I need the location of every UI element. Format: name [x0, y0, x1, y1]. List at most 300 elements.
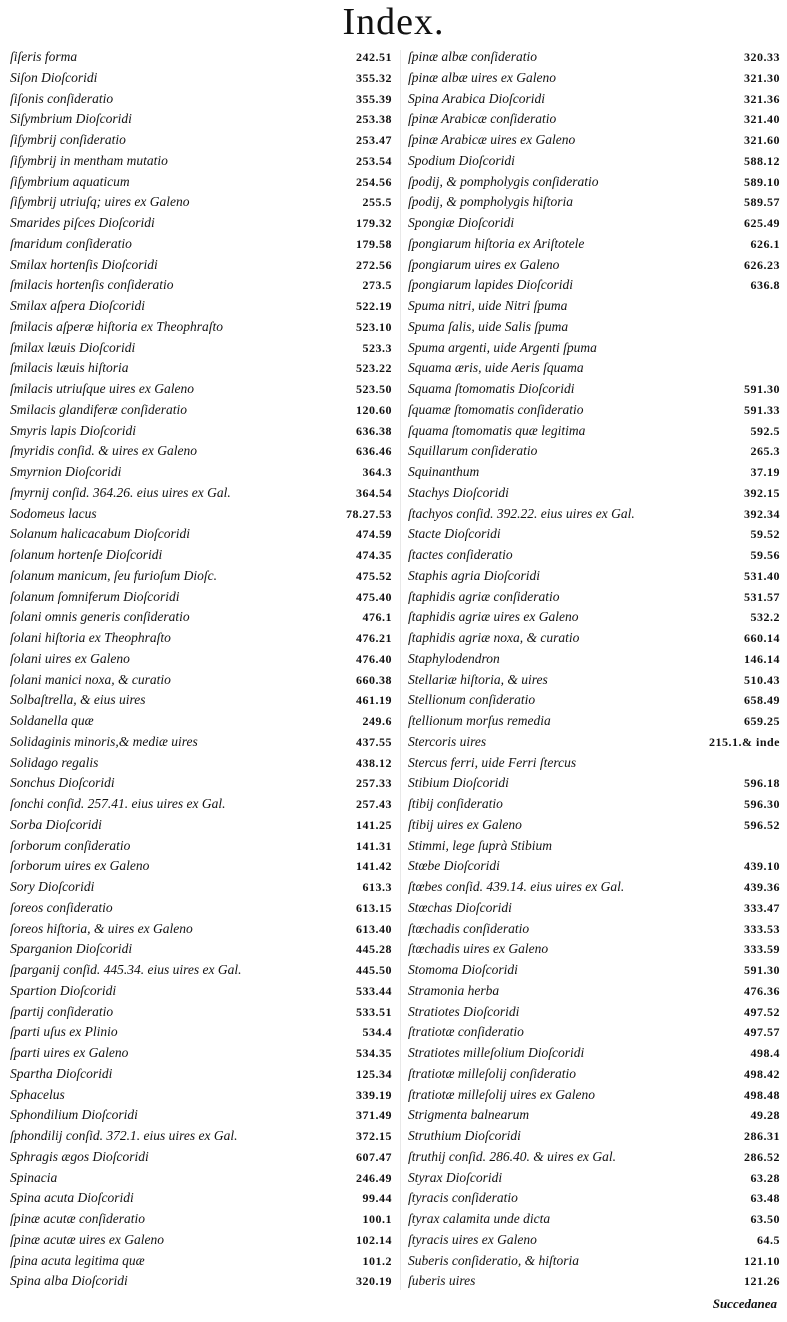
page-reference: 498.42: [744, 1066, 780, 1081]
index-term: ſolani hiſtoria ex Theophraſto: [10, 630, 171, 645]
index-term: ſparti uires ex Galeno: [10, 1045, 129, 1060]
page-reference: 246.49: [356, 1170, 392, 1185]
index-term: Spina acuta Dioſcoridi: [10, 1190, 134, 1206]
index-term: Stratiotes milleſolium Dioſcoridi: [408, 1045, 585, 1060]
index-column-right: [408, 47, 780, 1292]
page-reference: 333.53: [744, 921, 780, 936]
index-term: ſtruthij conſid. 286.40. & uires ex Gal.: [408, 1148, 616, 1164]
page-reference: 613.40: [356, 921, 392, 936]
page-reference: 141.25: [356, 817, 392, 832]
index-term: ſpodij, & pompholygis hiſtoria: [408, 194, 574, 210]
index-entry: [10, 877, 392, 898]
index-term: ſphondilij conſid. 372.1. eius uires ex Gal.: [10, 1128, 238, 1143]
page-reference: 523.3: [362, 340, 392, 355]
index-term: ſuberis uires: [408, 1273, 476, 1289]
page-reference: 355.39: [356, 91, 392, 106]
index-entry: [408, 919, 780, 940]
page-reference: 364.3: [362, 465, 392, 479]
index-entry: [10, 1085, 392, 1106]
index-term: ſmilacis hortenſis conſideratio: [10, 277, 174, 293]
index-entry: [408, 670, 780, 691]
index-entry: [10, 47, 392, 68]
index-term: ſtibij uires ex Galeno: [408, 816, 522, 832]
page-reference: 320.33: [744, 50, 780, 64]
index-term: Stœbe Dioſcoridi: [408, 858, 500, 874]
index-term: Stercus ferri, uide Ferri ſtercus: [408, 754, 577, 770]
page-reference: 253.38: [356, 112, 392, 127]
index-entry: [10, 711, 392, 732]
index-term: ſonchi conſid. 257.41. eius uires ex Gal.: [10, 796, 226, 811]
index-entry: [10, 358, 392, 379]
page-reference: 591.30: [744, 963, 780, 977]
index-entry: [10, 1271, 392, 1292]
page-reference: 364.54: [356, 485, 392, 500]
index-entry: [408, 192, 780, 213]
index-entry: [408, 151, 780, 172]
page-reference: 438.12: [356, 755, 392, 770]
page-reference: 636.8: [750, 278, 780, 293]
page-reference: 99.44: [362, 1191, 392, 1206]
index-term: ſparti uſus ex Plinio: [10, 1024, 118, 1040]
page-reference: 257.43: [356, 797, 392, 811]
index-entry: [408, 794, 780, 815]
index-term: Spina Arabica Dioſcoridi: [408, 90, 545, 106]
page-reference: 63.28: [750, 1170, 780, 1185]
index-term: Sphragis ægos Dioſcoridi: [10, 1148, 149, 1164]
index-entry: [10, 255, 392, 276]
index-entry: [408, 690, 780, 711]
index-term: Suberis conſideratio, & hiſtoria: [408, 1252, 579, 1268]
index-entry: [10, 275, 392, 296]
index-term: ſpina acuta legitima quæ: [10, 1252, 145, 1268]
index-term: Sodomeus lacus: [10, 505, 97, 521]
index-term: Solidago regalis: [10, 754, 99, 770]
page-reference: 531.40: [744, 568, 780, 583]
page-reference: 596.30: [744, 797, 780, 811]
page-reference: 613.3: [362, 880, 392, 894]
index-term: Solidaginis minoris,& mediæ uires: [10, 733, 198, 749]
index-entry: [408, 981, 780, 1002]
page-reference: 102.14: [356, 1232, 392, 1247]
index-entry: [408, 1168, 780, 1189]
page-reference: 355.32: [356, 70, 392, 85]
page-reference: 625.49: [744, 216, 780, 230]
page-reference: 659.25: [744, 714, 780, 728]
page-reference: 59.56: [750, 548, 780, 562]
index-term: ſiſymbrij utriuſq; uires ex Galeno: [10, 194, 190, 210]
page-reference: 253.47: [356, 133, 392, 147]
index-entry: [10, 89, 392, 110]
index-term: Siſon Dioſcoridi: [10, 69, 98, 85]
index-entry: [408, 109, 780, 130]
page-reference: 592.5: [750, 423, 780, 438]
page-reference: 476.40: [356, 651, 392, 666]
page-reference: 437.55: [356, 734, 392, 749]
index-entry: [408, 836, 780, 857]
page-reference: 474.35: [356, 548, 392, 562]
index-entry: [10, 1251, 392, 1272]
index-entry: [408, 1147, 780, 1168]
page-reference: 534.35: [356, 1046, 392, 1060]
index-entry: [408, 939, 780, 960]
index-term: Struthium Dioſcoridi: [408, 1128, 521, 1143]
index-entry: [10, 421, 392, 442]
index-term: Smilax aſpera Dioſcoridi: [10, 298, 145, 313]
index-entry: [10, 524, 392, 545]
index-term: ſpinæ albæ uires ex Galeno: [408, 69, 556, 85]
index-term: Smilax hortenſis Dioſcoridi: [10, 256, 158, 272]
index-entry: [408, 483, 780, 504]
index-entry: [10, 856, 392, 877]
page-reference: 146.14: [744, 651, 780, 666]
page-reference: 636.38: [356, 423, 392, 438]
index-entry: [10, 670, 392, 691]
index-term: Spina alba Dioſcoridi: [10, 1273, 128, 1289]
page-reference: 321.40: [744, 112, 780, 127]
page-reference: 333.59: [744, 942, 780, 957]
index-term: Squama æris, uide Aeris ſquama: [408, 360, 584, 376]
page-reference: 179.58: [356, 236, 392, 251]
index-entry: [408, 711, 780, 732]
page-reference: 272.56: [356, 257, 392, 272]
index-entry: [10, 981, 392, 1002]
index-entry: [408, 1126, 780, 1147]
index-entry: [10, 587, 392, 608]
index-term: ſmyrnij conſid. 364.26. eius uires ex Gal.: [10, 484, 231, 500]
index-term: ſtœchadis uires ex Galeno: [408, 941, 549, 957]
index-term: Stellionum conſideratio: [408, 692, 536, 708]
index-term: ſpinæ acutæ uires ex Galeno: [10, 1231, 164, 1247]
page-reference: 100.1: [362, 1212, 392, 1226]
index-term: ſquama ſtomomatis quæ legitima: [408, 422, 586, 438]
index-term: ſmilax læuis Dioſcoridi: [10, 339, 136, 355]
page-reference: 78.27.53: [346, 506, 392, 521]
page-reference: 439.36: [744, 880, 780, 894]
index-entry: [408, 1230, 780, 1251]
page-reference: 321.60: [744, 133, 780, 147]
index-term: Staphylodendron: [408, 650, 500, 666]
page-reference: 215.1.& inde: [708, 734, 780, 749]
index-entry: [10, 939, 392, 960]
index-entry: [408, 462, 780, 483]
index-entry: [10, 172, 392, 193]
index-entry: [408, 379, 780, 400]
index-term: Stacte Dioſcoridi: [408, 526, 501, 542]
index-entry: [408, 1271, 780, 1292]
index-term: ſoreos conſideratio: [10, 899, 113, 915]
index-term: Smyris lapis Dioſcoridi: [10, 422, 137, 438]
index-entry: [408, 504, 780, 525]
index-term: Stœchas Dioſcoridi: [408, 899, 512, 915]
index-term: ſolani manici noxa, & curatio: [10, 671, 171, 687]
index-entry: [408, 1105, 780, 1126]
index-entry: [408, 234, 780, 255]
page-reference: 121.10: [744, 1253, 780, 1268]
page-reference: 371.49: [356, 1108, 392, 1123]
index-entry: [408, 89, 780, 110]
index-term: Stomoma Dioſcoridi: [408, 962, 518, 977]
index-entry: [10, 753, 392, 774]
index-term: ſquamæ ſtomomatis conſideratio: [408, 401, 584, 417]
page-reference: 63.50: [750, 1212, 780, 1226]
index-entry: [10, 919, 392, 940]
page-reference: 445.50: [356, 963, 392, 977]
index-entry: [408, 1209, 780, 1230]
page-reference: 372.15: [356, 1129, 392, 1143]
index-entry: [408, 1251, 780, 1272]
index-term: Siſymbrium Dioſcoridi: [10, 111, 132, 127]
index-entry: [408, 587, 780, 608]
index-term: ſtellionum morſus remedia: [408, 713, 551, 728]
index-entry: [10, 732, 392, 753]
page-reference: 257.33: [356, 776, 392, 791]
index-term: ſtactes conſideratio: [408, 547, 513, 562]
page-reference: 333.47: [744, 900, 780, 915]
page-reference: 613.15: [356, 900, 392, 915]
index-term: ſmilacis utriuſque uires ex Galeno: [10, 381, 194, 396]
index-entry: [10, 130, 392, 151]
index-term: Squama ſtomomatis Dioſcoridi: [408, 381, 575, 396]
index-entry: [408, 1188, 780, 1209]
index-entry: [10, 1126, 392, 1147]
index-entry: [408, 358, 780, 379]
page-reference: 476.21: [356, 631, 392, 645]
index-entry: [10, 960, 392, 981]
index-term: Solanum halicacabum Dioſcoridi: [10, 526, 190, 542]
page-reference: 533.51: [356, 1004, 392, 1019]
index-term: ſpodij, & pompholygis conſideratio: [408, 173, 599, 189]
index-entry: [10, 794, 392, 815]
index-entry: [408, 732, 780, 753]
page-reference: 476.1: [362, 610, 392, 625]
index-term: ſiſonis conſideratio: [10, 90, 114, 106]
index-term: ſtaphidis agriæ conſideratio: [408, 588, 560, 604]
page-reference: 476.36: [744, 983, 780, 998]
index-entry: [408, 877, 780, 898]
page-reference: 445.28: [356, 942, 392, 957]
page-reference: 591.30: [744, 382, 780, 396]
page-reference: 497.57: [744, 1025, 780, 1040]
index-term: ſolanum manicum, ſeu furioſum Dioſc.: [10, 567, 217, 583]
page-reference: 626.23: [744, 257, 780, 272]
catchword: Succedanea: [712, 1296, 777, 1311]
page-reference: 522.19: [356, 299, 392, 313]
index-entry: [10, 379, 392, 400]
page-reference: 320.19: [356, 1274, 392, 1289]
page-reference: 532.2: [750, 610, 780, 625]
page-reference: 179.32: [356, 216, 392, 230]
page-reference: 321.36: [744, 91, 780, 106]
index-term: ſparganij conſid. 445.34. eius uires ex Gal.: [10, 962, 242, 977]
index-term: ſpinæ Arabicæ uires ex Galeno: [408, 132, 576, 147]
index-term: ſpongiarum uires ex Galeno: [408, 256, 560, 272]
page-reference: 59.52: [750, 527, 780, 542]
index-term: Sory Dioſcoridi: [10, 879, 95, 894]
index-entry: [10, 1230, 392, 1251]
index-entry: [10, 1105, 392, 1126]
page-reference: 523.10: [356, 319, 392, 334]
page-reference: 125.34: [356, 1066, 392, 1081]
index-term: ſtœbes conſid. 439.14. eius uires ex Gal.: [408, 879, 625, 894]
index-entry: [408, 172, 780, 193]
page-reference: 589.57: [744, 195, 780, 210]
index-term: Smyrnion Dioſcoridi: [10, 464, 122, 479]
index-entry: [10, 607, 392, 628]
index-entry: [408, 441, 780, 462]
index-term: ſpinæ Arabicæ conſideratio: [408, 111, 557, 127]
index-term: Soldanella quæ: [10, 713, 94, 728]
index-term: ſorborum conſideratio: [10, 837, 131, 853]
index-term: ſtyracis conſideratio: [408, 1190, 518, 1206]
page-reference: 533.44: [356, 983, 392, 998]
index-entry: [10, 504, 392, 525]
index-entry: [10, 441, 392, 462]
page-reference: 658.49: [744, 693, 780, 708]
index-entry: [10, 773, 392, 794]
index-entry: [408, 255, 780, 276]
index-term: Spinacia: [10, 1169, 58, 1185]
index-entry: [408, 317, 780, 338]
page-reference: 626.1: [750, 236, 780, 251]
index-entry: [408, 130, 780, 151]
index-term: ſtyrax calamita unde dicta: [408, 1211, 551, 1226]
page-reference: 475.52: [356, 568, 392, 583]
page-reference: 591.33: [744, 402, 780, 417]
index-term: Sorba Dioſcoridi: [10, 816, 102, 832]
page-reference: 596.18: [744, 776, 780, 791]
index-entry: [408, 628, 780, 649]
index-term: ſtaphidis agriæ uires ex Galeno: [408, 609, 579, 625]
page-reference: 523.50: [356, 382, 392, 396]
index-entry: [408, 773, 780, 794]
index-entry: [408, 1043, 780, 1064]
index-entry: [408, 566, 780, 587]
index-term: ſtachyos conſid. 392.22. eius uires ex Gal.: [408, 505, 635, 521]
index-term: ſpongiarum lapides Dioſcoridi: [408, 277, 573, 293]
index-entry: [408, 607, 780, 628]
index-entry: [10, 462, 392, 483]
index-term: Smarides piſces Dioſcoridi: [10, 215, 155, 230]
index-term: Styrax Dioſcoridi: [408, 1169, 503, 1185]
page-reference: 596.52: [744, 817, 780, 832]
index-term: Stratiotes Dioſcoridi: [408, 1003, 520, 1019]
index-entry: [408, 296, 780, 317]
index-term: ſtœchadis conſideratio: [408, 920, 530, 936]
index-column-left: [10, 47, 392, 1292]
index-term: Solbaſtrella, & eius uires: [10, 692, 146, 708]
index-term: Staphis agria Dioſcoridi: [408, 567, 541, 583]
index-term: ſorborum uires ex Galeno: [10, 858, 150, 874]
index-entry: [10, 566, 392, 587]
column-divider: [400, 50, 401, 1290]
index-entry: [408, 649, 780, 670]
index-entry: [408, 1022, 780, 1043]
page-reference: 589.10: [744, 174, 780, 189]
index-term: ſtibij conſideratio: [408, 796, 503, 811]
index-entry: [10, 898, 392, 919]
page-reference: 498.4: [750, 1046, 780, 1060]
index-entry: [10, 151, 392, 172]
page-reference: 461.19: [356, 693, 392, 708]
page-reference: 255.5: [362, 195, 392, 210]
page-reference: 63.48: [750, 1191, 780, 1206]
index-entry: [408, 753, 780, 774]
index-entry: [408, 1064, 780, 1085]
index-entry: [10, 400, 392, 421]
index-entry: [408, 545, 780, 566]
page-reference: 286.52: [744, 1149, 780, 1164]
index-term: Squinanthum: [408, 464, 480, 479]
page-reference: 607.47: [356, 1149, 392, 1164]
index-entry: [408, 275, 780, 296]
index-entry: [10, 192, 392, 213]
index-entry: [408, 47, 780, 68]
index-entry: [10, 815, 392, 836]
page-reference: 339.19: [356, 1087, 392, 1102]
index-term: ſmyridis conſid. & uires ex Galeno: [10, 443, 197, 459]
page-reference: 64.5: [757, 1232, 780, 1247]
page-reference: 523.22: [356, 361, 392, 376]
index-entry: [10, 109, 392, 130]
index-term: Sonchus Dioſcoridi: [10, 775, 115, 791]
index-entry: [10, 296, 392, 317]
page-reference: 660.14: [744, 631, 780, 645]
index-term: Spuma argenti, uide Argenti ſpuma: [408, 339, 597, 355]
page-reference: 439.10: [744, 859, 780, 874]
index-term: Strigmenta balnearum: [408, 1107, 530, 1123]
index-term: ſtratiotæ milleſolij conſideratio: [408, 1065, 576, 1081]
page-reference: 254.56: [356, 174, 392, 189]
index-term: Stibium Dioſcoridi: [408, 775, 509, 791]
index-term: ſpinæ acutæ conſideratio: [10, 1211, 145, 1226]
index-term: Stercoris uires: [408, 733, 487, 749]
page-reference: 392.15: [744, 485, 780, 500]
index-entry: [408, 400, 780, 421]
index-term: Spartion Dioſcoridi: [10, 982, 117, 998]
page-reference: 534.4: [362, 1025, 392, 1040]
page-reference: 265.3: [750, 444, 780, 459]
index-entry: [10, 1147, 392, 1168]
index-term: Stramonia herba: [408, 982, 500, 998]
index-entry: [10, 836, 392, 857]
index-term: ſmaridum conſideratio: [10, 235, 132, 251]
page-reference: 531.57: [744, 589, 780, 604]
index-entry: [10, 213, 392, 234]
index-entry: [408, 815, 780, 836]
page-reference: 498.48: [744, 1087, 780, 1102]
page-reference: 242.51: [356, 50, 392, 64]
page-reference: 121.26: [744, 1274, 780, 1289]
index-term: Stellariæ hiſtoria, & uires: [408, 671, 548, 687]
index-entry: [10, 545, 392, 566]
index-entry: [10, 1002, 392, 1023]
index-entry: [10, 1043, 392, 1064]
page-reference: 474.59: [356, 527, 392, 542]
index-entry: [10, 68, 392, 89]
page-reference: 273.5: [362, 278, 392, 293]
index-entry: [408, 213, 780, 234]
page-reference: 286.31: [744, 1129, 780, 1143]
index-term: Spuma ſalis, uide Salis ſpuma: [408, 318, 569, 334]
page-reference: 588.12: [744, 153, 780, 168]
page-reference: 510.43: [744, 672, 780, 687]
index-entry: [10, 1064, 392, 1085]
index-entry: [10, 317, 392, 338]
index-term: Sphacelus: [10, 1086, 65, 1102]
index-term: Smilacis glandiferæ conſideratio: [10, 401, 187, 417]
index-term: ſolanum hortenſe Dioſcoridi: [10, 547, 163, 562]
index-entry: [10, 1209, 392, 1230]
